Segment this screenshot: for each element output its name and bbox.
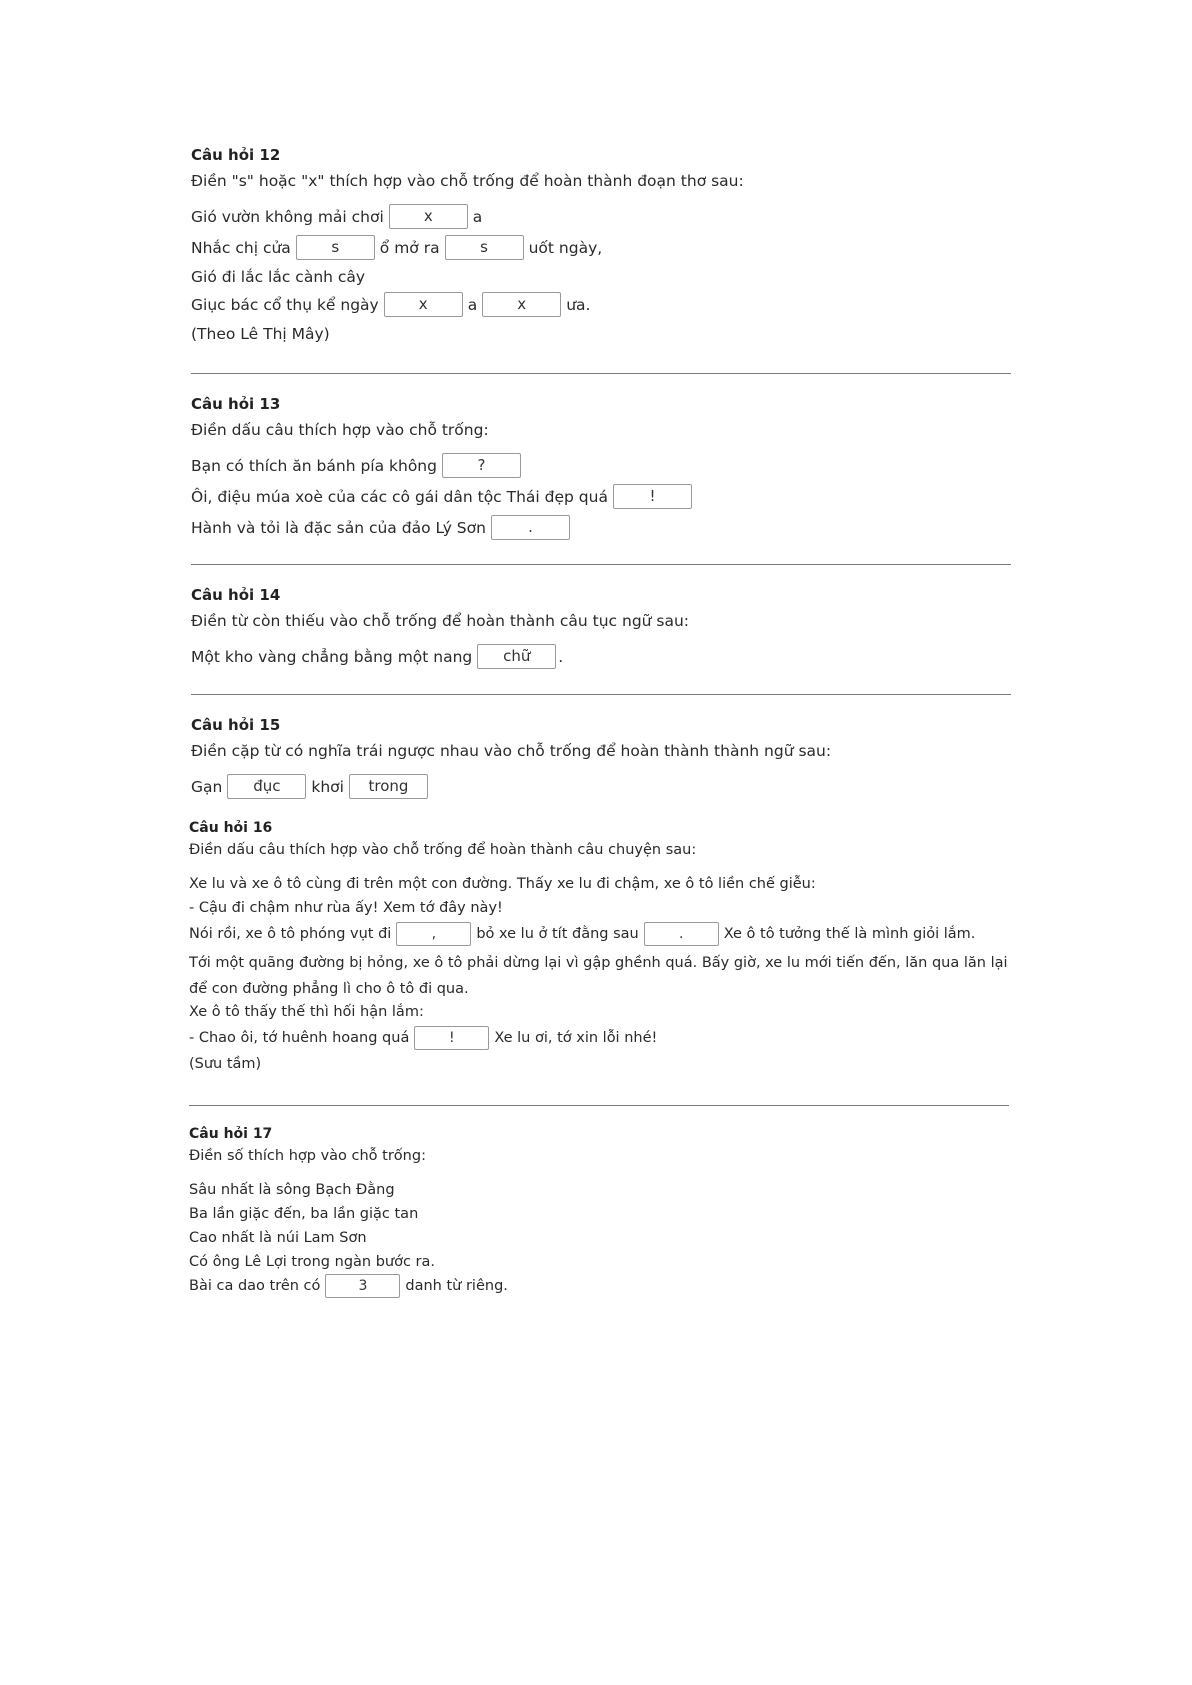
poem-line-4 [191, 292, 1011, 317]
sentence-line-3 [191, 515, 1011, 540]
question-instruction: Điền số thích hợp vào chỗ trống: [189, 1148, 426, 1164]
line-text: Nhắc chị cửa [191, 238, 291, 257]
question-title: Câu hỏi 17 [189, 1126, 273, 1142]
answer-blank[interactable]: x [389, 204, 468, 229]
line-text: Xe ô tô thấy thế thì hối hận lắm: [189, 1004, 424, 1020]
folk-verse-line-3 [189, 1230, 1009, 1246]
line-text: Gió vườn không mải chơi [191, 207, 384, 226]
question-instruction: Điền cặp từ có nghĩa trái ngược nhau vào chỗ trống để hoàn thành thành ngữ sau: [191, 742, 832, 760]
line-text: Cao nhất là núi Lam Sơn [189, 1230, 367, 1246]
answer-blank[interactable]: đục [227, 774, 306, 799]
line-text: - Chao ôi, tớ huênh hoang quá [189, 1030, 410, 1046]
line-text: uốt ngày, [528, 238, 603, 257]
line-text: Gạn [191, 777, 223, 796]
answer-blank[interactable]: . [644, 922, 719, 946]
question-instruction: Điền "s" hoặc "x" thích hợp vào chỗ trống để hoàn thành đoạn thơ sau: [191, 172, 744, 190]
proverb-line [191, 644, 1011, 669]
poem-line-3 [191, 268, 1011, 286]
story-paragraph-4: Tới một quãng đường bị hỏng, xe ô tô phải dừng lại vì gập ghềnh quá. Bấy giờ, xe lu mới tiến đến, lăn qua lăn lại để con đường phẳng lì cho ô tô đi qua. [189, 955, 1008, 997]
line-text: Sâu nhất là sông Bạch Đằng [189, 1182, 395, 1198]
story-paragraph-5 [189, 1004, 1009, 1020]
line-text: Một kho vàng chẳng bằng một nang [191, 647, 473, 666]
line-text: a [472, 207, 483, 226]
line-text: Nói rồi, xe ô tô phóng vụt đi [189, 926, 392, 942]
story-paragraph-6 [189, 1026, 1009, 1050]
divider [189, 1105, 1009, 1106]
question-12 [191, 146, 1011, 343]
question-16 [189, 820, 1009, 1072]
divider [191, 694, 1011, 695]
answer-blank[interactable]: chữ [477, 644, 556, 669]
divider [191, 373, 1011, 374]
line-text: . [558, 647, 564, 666]
answer-blank[interactable]: x [482, 292, 561, 317]
line-text: Xe lu ơi, tớ xin lỗi nhé! [494, 1030, 658, 1046]
poem-line-2 [191, 235, 1011, 260]
answer-blank[interactable]: x [384, 292, 463, 317]
poem-source [191, 325, 1011, 343]
line-text: a [467, 295, 478, 314]
source-text: (Sưu tầm) [189, 1056, 262, 1072]
answer-blank[interactable]: 3 [325, 1274, 400, 1298]
answer-blank[interactable]: . [491, 515, 570, 540]
sentence-line-1 [191, 453, 1011, 478]
idiom-line [191, 774, 1011, 799]
line-text: khơi [311, 777, 344, 796]
story-paragraph-3 [189, 922, 1009, 946]
folk-verse-line-4 [189, 1254, 1009, 1270]
question-instruction: Điền từ còn thiếu vào chỗ trống để hoàn thành câu tục ngữ sau: [191, 612, 690, 630]
folk-verse-line-1 [189, 1182, 1009, 1198]
sentence-line-2 [191, 484, 1011, 509]
line-text: - Cậu đi chậm như rùa ấy! Xem tớ đây này! [189, 900, 503, 916]
line-text: Ba lần giặc đến, ba lần giặc tan [189, 1206, 419, 1222]
answer-blank[interactable]: ! [414, 1026, 489, 1050]
question-14 [191, 586, 1011, 669]
answer-blank[interactable]: s [296, 235, 375, 260]
folk-verse-line-2 [189, 1206, 1009, 1222]
line-text: ưa. [566, 295, 591, 314]
divider [191, 564, 1011, 565]
story-paragraph-2 [189, 900, 1009, 916]
source-text: (Theo Lê Thị Mây) [191, 325, 330, 343]
question-title: Câu hỏi 12 [191, 146, 281, 164]
question-instruction: Điền dấu câu thích hợp vào chỗ trống: [191, 421, 489, 439]
answer-blank[interactable]: , [396, 922, 471, 946]
answer-blank[interactable]: trong [349, 774, 428, 799]
line-text: Ôi, điệu múa xoè của các cô gái dân tộc Thái đẹp quá [191, 487, 608, 506]
story-paragraph-1 [189, 876, 1009, 892]
line-text: bỏ xe lu ở tít đằng sau [476, 926, 639, 942]
answer-blank[interactable]: s [445, 235, 524, 260]
question-title: Câu hỏi 15 [191, 716, 281, 734]
line-text: Gió đi lắc lắc cành cây [191, 268, 366, 286]
question-instruction: Điền dấu câu thích hợp vào chỗ trống để hoàn thành câu chuyện sau: [189, 842, 697, 858]
question-title: Câu hỏi 16 [189, 820, 273, 836]
line-text: ổ mở ra [379, 238, 440, 257]
line-text: Hành và tỏi là đặc sản của đảo Lý Sơn [191, 518, 486, 537]
line-text: Giục bác cổ thụ kể ngày [191, 295, 379, 314]
line-text: Xe ô tô tưởng thế là mình giỏi lắm. [723, 926, 976, 942]
folk-verse-question [189, 1274, 1009, 1298]
line-text: Xe lu và xe ô tô cùng đi trên một con đường. Thấy xe lu đi chậm, xe ô tô liền chế giễu: [189, 876, 816, 892]
line-text: Bạn có thích ăn bánh pía không [191, 456, 437, 475]
question-17 [189, 1126, 1009, 1298]
question-15 [191, 716, 1011, 799]
question-title: Câu hỏi 14 [191, 586, 281, 604]
line-text: Bài ca dao trên có [189, 1278, 321, 1294]
poem-line-1 [191, 204, 1011, 229]
question-title: Câu hỏi 13 [191, 395, 281, 413]
line-text: danh từ riêng. [405, 1278, 508, 1294]
line-text: Có ông Lê Lợi trong ngàn bước ra. [189, 1254, 436, 1270]
story-source [189, 1056, 1009, 1072]
answer-blank[interactable]: ? [442, 453, 521, 478]
answer-blank[interactable]: ! [613, 484, 692, 509]
question-13 [191, 395, 1011, 540]
